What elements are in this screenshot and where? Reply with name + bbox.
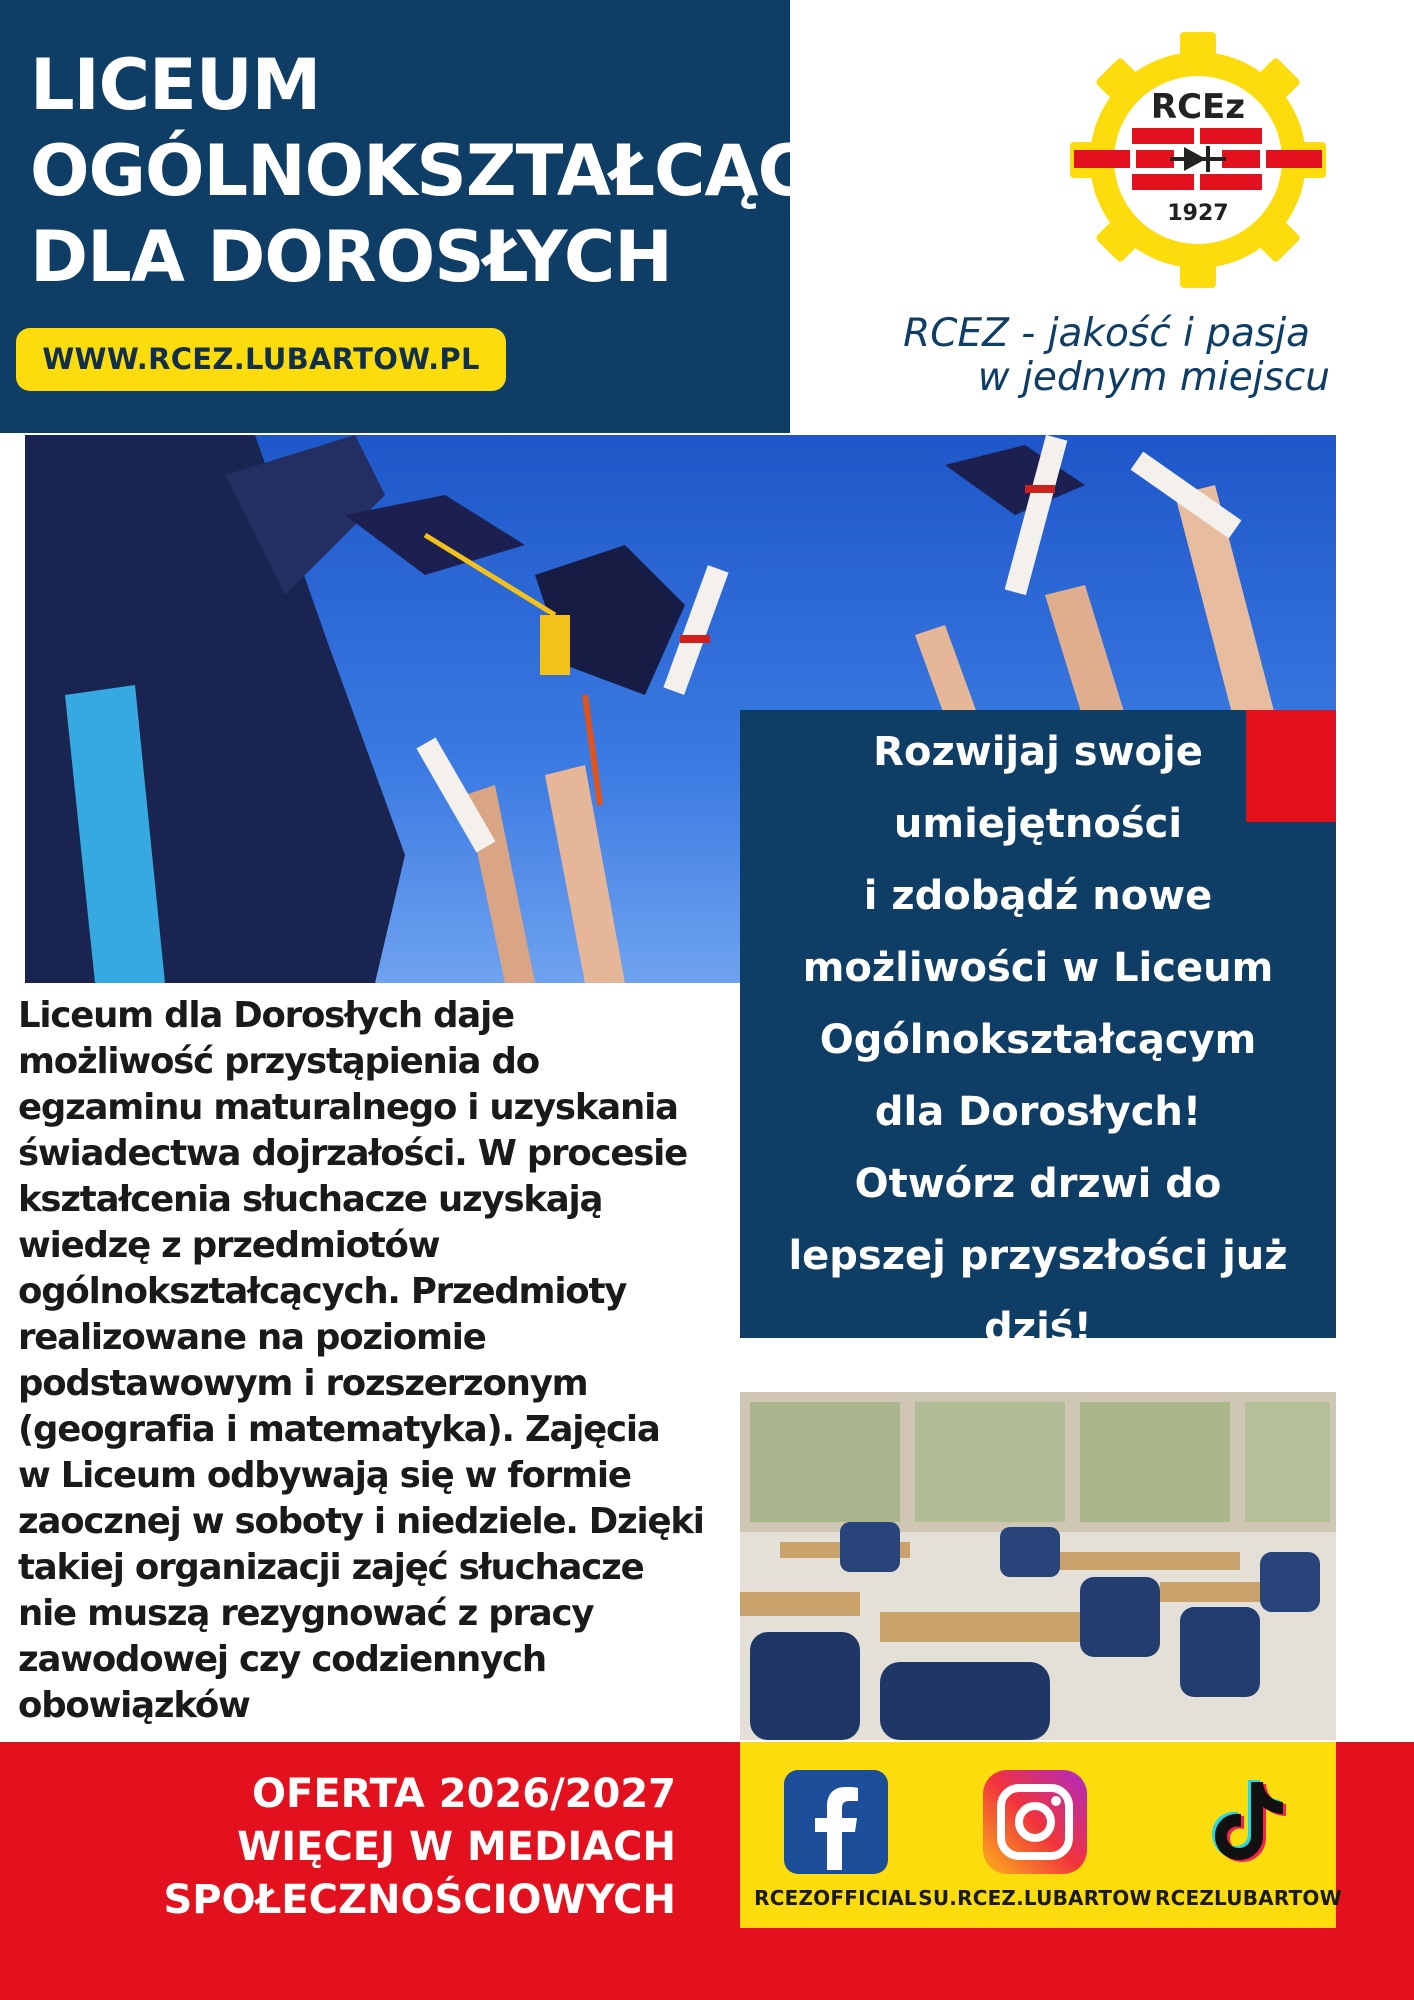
description-line: kształcenia słuchacze uzyskają <box>18 1179 603 1220</box>
slogan-line: w jednym miejscu <box>977 355 1330 400</box>
offer-line: OFERTA 2026/2027 <box>252 1771 676 1817</box>
promo-line: i zdobądź nowe <box>863 873 1213 919</box>
description-line: ogólnokształcących. Przedmioty <box>18 1271 627 1312</box>
slogan-line: RCEZ - jakość i pasja <box>903 311 1310 356</box>
promo-line: umiejętności <box>893 801 1183 847</box>
offer-line: SPOŁECZNOŚCIOWYCH <box>163 1877 676 1923</box>
promo-line: Ogólnokształcącym <box>819 1017 1257 1063</box>
description-line: takiej organizacji zajęć słuchacze <box>18 1547 644 1588</box>
description-line: obowiązków <box>18 1685 250 1726</box>
instagram-icon <box>983 1770 1087 1874</box>
description-line: zawodowej czy codziennych <box>18 1639 546 1680</box>
facebook-icon <box>784 1770 888 1874</box>
social-facebook[interactable] <box>748 1770 923 1910</box>
description-text <box>18 993 728 1729</box>
description-line: Liceum dla Dorosłych daje <box>18 995 514 1036</box>
description-line: realizowane na poziomie <box>18 1317 486 1358</box>
description-line: podstawowym i rozszerzonym <box>18 1363 588 1404</box>
tiktok-icon <box>1193 1770 1297 1874</box>
promo-line: lepszej przyszłości już <box>788 1233 1288 1279</box>
logo-name: RCEz <box>1150 87 1246 127</box>
description-line: świadectwa dojrzałości. W procesie <box>18 1133 688 1174</box>
social-media-box <box>740 1742 1342 1928</box>
promo-line: Otwórz drzwi do <box>854 1161 1222 1207</box>
promo-line: Rozwijaj swoje <box>873 729 1203 775</box>
description-line: (geografia i matematyka). Zajęcia <box>18 1409 660 1450</box>
promo-line: możliwości w Liceum <box>802 945 1274 991</box>
social-handle: RCEZOFFICIAL <box>754 1886 917 1910</box>
title-line: LICEUM <box>30 44 321 126</box>
description-line: egzaminu maturalnego i uzyskania <box>18 1087 678 1128</box>
title-line: OGÓLNOKSZTAŁCĄCE <box>30 130 855 212</box>
red-accent-square <box>1246 710 1336 822</box>
social-handle: SU.RCEZ.LUBARTOW <box>918 1886 1152 1910</box>
slogan <box>820 312 1330 400</box>
social-tiktok[interactable] <box>1155 1770 1342 1910</box>
offer-text <box>20 1768 676 1927</box>
page-title <box>30 42 855 300</box>
social-handle: RCEZLUBARTOW <box>1155 1886 1342 1910</box>
website-link[interactable]: WWW.RCEZ.LUBARTOW.PL <box>16 328 506 391</box>
classroom-photo <box>740 1392 1336 1740</box>
title-line: DLA DOROSŁYCH <box>30 216 672 298</box>
promo-line: dla Dorosłych! <box>874 1089 1202 1135</box>
promo-line: dziś! <box>984 1305 1092 1351</box>
rcez-logo <box>1070 32 1326 288</box>
description-line: wiedzę z przedmiotów <box>18 1225 440 1266</box>
description-line: nie muszą rezygnować z pracy <box>18 1593 594 1634</box>
logo-year: 1927 <box>1167 201 1229 226</box>
social-instagram[interactable] <box>915 1770 1155 1910</box>
description-line: możliwość przystąpienia do <box>18 1041 539 1082</box>
description-line: zaocznej w soboty i niedziele. Dzięki <box>18 1501 704 1542</box>
description-line: w Liceum odbywają się w formie <box>18 1455 631 1496</box>
offer-line: WIĘCEJ W MEDIACH <box>237 1824 676 1870</box>
